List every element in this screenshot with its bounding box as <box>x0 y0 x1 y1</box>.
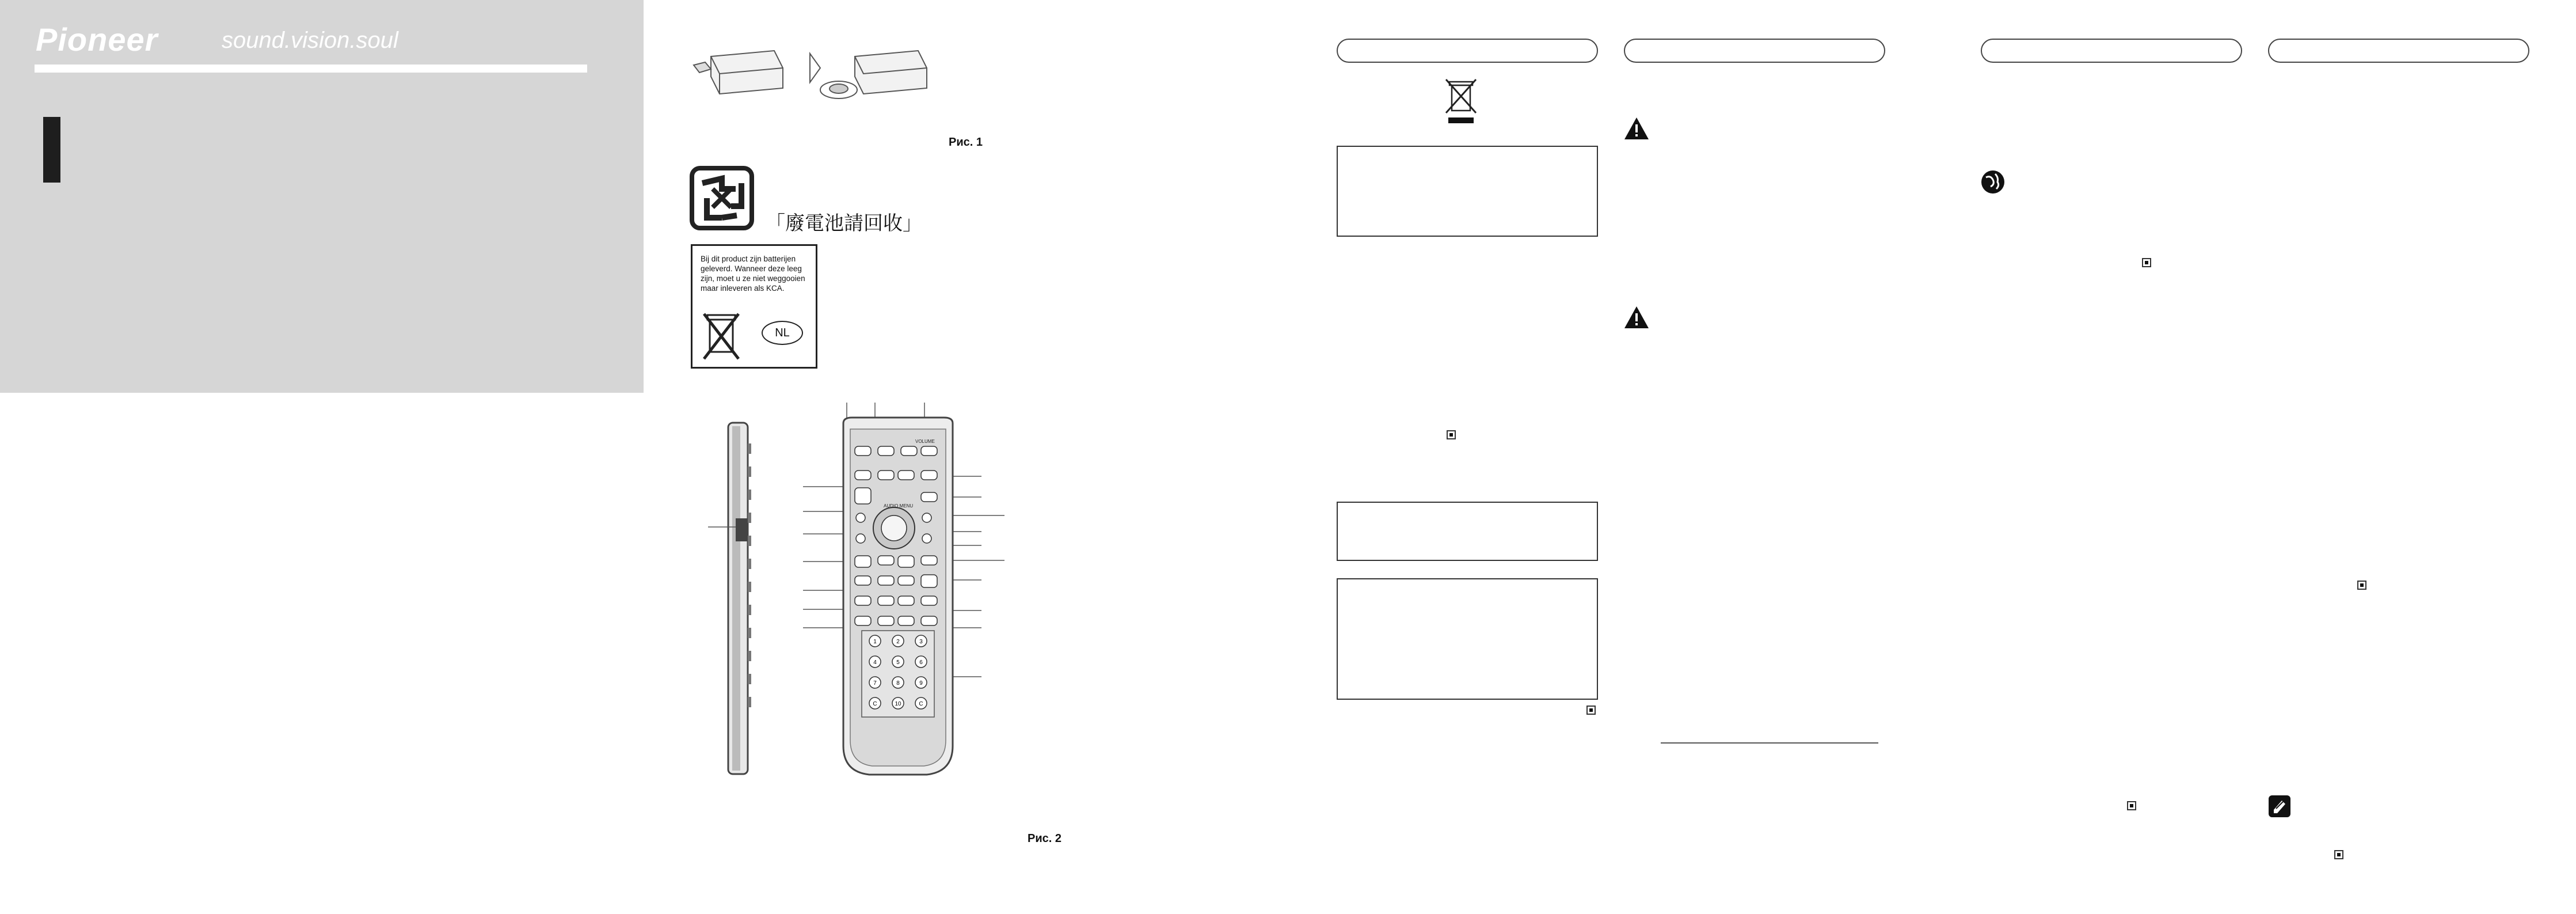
crossed-bin-icon <box>702 304 742 361</box>
keypad-label: 5 <box>896 659 900 666</box>
cover-panel <box>0 0 644 393</box>
audio-menu-label: AUDIO MENU <box>884 503 914 509</box>
end-mark-icon <box>1447 430 1456 439</box>
cover-tab-marker <box>43 117 60 183</box>
keypad-label: 7 <box>873 680 877 687</box>
keypad-label: 10 <box>895 701 901 707</box>
volume-label: VOLUME <box>915 439 935 444</box>
end-mark-icon <box>2127 801 2136 810</box>
keypad-label: C <box>873 701 877 707</box>
note-icon <box>2268 795 2291 818</box>
warning-triangle-icon <box>1623 305 1650 329</box>
keypad-label: 4 <box>873 659 877 666</box>
section-header-pill-4 <box>2268 39 2529 63</box>
keypad-label: 9 <box>919 680 923 687</box>
section-header-pill-3 <box>1981 39 2242 63</box>
section-header-pill-2 <box>1624 39 1885 63</box>
figure-1-caption: Рис. 1 <box>949 136 983 149</box>
recycle-icon <box>690 166 754 230</box>
footnote-rule <box>1661 742 1878 744</box>
remote-front-view <box>797 400 1010 780</box>
end-mark-icon <box>2357 581 2366 590</box>
notice-box-1 <box>1337 146 1598 237</box>
end-mark-icon <box>1586 706 1596 715</box>
keypad-label: 3 <box>919 639 923 645</box>
end-mark-icon <box>2334 850 2343 859</box>
end-mark-icon <box>2142 258 2151 267</box>
keypad-label: 1 <box>873 639 877 645</box>
keypad-label: 6 <box>919 659 923 666</box>
keypad-label: C <box>919 701 923 707</box>
nl-battery-notice <box>691 244 817 369</box>
brand-logo: Pioneer <box>36 21 158 58</box>
warning-triangle-icon <box>1623 116 1650 141</box>
crossed-bin-icon <box>1444 75 1478 126</box>
globe-icon <box>1980 169 2006 195</box>
keypad-label: 8 <box>896 680 900 687</box>
cover-rule <box>35 65 587 73</box>
nl-badge: NL <box>762 321 803 345</box>
section-header-pill-1 <box>1337 39 1598 63</box>
nl-notice-text: Bij dit product zijn batterijen geleverd. Wanneer deze leeg zijn, moet u ze niet weggooien maar inleveren als KCA. <box>701 255 805 293</box>
figure-2-caption: Рис. 2 <box>1028 832 1061 845</box>
notice-box-3 <box>1337 578 1598 700</box>
keypad-label: 2 <box>896 639 900 645</box>
remote-side-view <box>708 420 754 778</box>
notice-box-2 <box>1337 502 1598 561</box>
recycle-chinese-text: 「廢電池請回收」 <box>766 212 922 235</box>
figure-1-illustration <box>688 33 935 108</box>
brand-tagline: sound.vision.soul <box>222 28 398 53</box>
